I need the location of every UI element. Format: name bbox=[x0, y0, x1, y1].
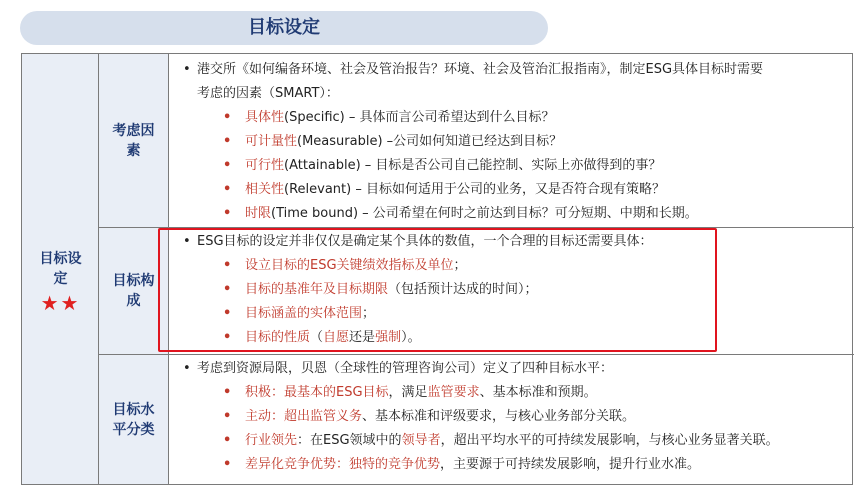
list-item: • 设立目标的ESG关键绩效指标及单位； bbox=[183, 254, 846, 278]
row-content bbox=[169, 228, 854, 354]
page-title: 目标设定 bbox=[20, 11, 548, 45]
list-item: • 目标的性质（自愿还是强制）。 bbox=[183, 326, 846, 350]
list-item: • 港交所《如何编备环境、社会及管治报告？环境、社会及管治汇报指南》，制定ESG具体目标时需要 考虑的因素（SMART）： bbox=[183, 58, 846, 106]
bullet-icon: • bbox=[223, 258, 232, 273]
list-item: • 可行性(Attainable) – 目标是否公司自己能控制、实际上亦做得到的事？ bbox=[183, 154, 846, 178]
row-label: 目标构 成 bbox=[112, 273, 155, 309]
list-item: • 主动：超出监管义务、基本标准和评级要求，与核心业务部分关联。 bbox=[183, 405, 846, 429]
bullet-icon: • bbox=[223, 385, 232, 400]
bullet-icon: • bbox=[223, 457, 232, 472]
bullet-icon: • bbox=[223, 306, 232, 321]
row-label: 考虑因 素 bbox=[112, 122, 155, 159]
list-item: • 差异化竞争优势：独特的竞争优势，主要源于可持续发展影响，提升行业水准。 bbox=[183, 453, 846, 477]
list-item: • 相关性(Relevant) – 目标如何适用于公司的业务，又是否符合现有策略？ bbox=[183, 178, 846, 202]
bullet-icon: • bbox=[223, 330, 232, 345]
list-item: • 积极：最基本的ESG目标，满足监管要求、基本标准和预期。 bbox=[183, 381, 846, 405]
category-column bbox=[22, 54, 99, 484]
row-level-classification bbox=[99, 355, 854, 484]
row-content bbox=[169, 54, 854, 227]
bullet-icon: • bbox=[223, 182, 232, 197]
bullet-icon: • bbox=[223, 110, 232, 125]
bullet-icon: • bbox=[223, 433, 232, 448]
row-label-cell bbox=[99, 228, 169, 354]
row-considerations bbox=[99, 54, 854, 228]
bullet-icon: • bbox=[223, 158, 232, 173]
list-item: • 时限(Time bound) – 公司希望在何时之前达到目标？可分短期、中期和长期。 bbox=[183, 202, 846, 226]
row-label-cell bbox=[99, 54, 169, 227]
list-item: • 考虑到资源局限，贝恩（全球性的管理咨询公司）定义了四种目标水平： bbox=[183, 357, 846, 381]
list-item: • 目标涵盖的实体范围； bbox=[183, 302, 846, 326]
star-rating: ★★ bbox=[40, 291, 81, 315]
category-label-line2: 定 bbox=[53, 271, 68, 287]
list-item: • 行业领先：在ESG领域中的领导者，超出平均水平的可持续发展影响，与核心业务显著关联。 bbox=[183, 429, 846, 453]
list-item: • 具体性(Specific) – 具体而言公司希望达到什么目标？ bbox=[183, 106, 846, 130]
list-item: • 目标的基准年及目标期限（包括预计达成的时间）； bbox=[183, 278, 846, 302]
row-content bbox=[169, 355, 854, 484]
bullet-icon: • bbox=[223, 206, 232, 221]
category-label-line1: 目标设 bbox=[39, 251, 82, 267]
list-item: • ESG目标的设定并非仅仅是确定某个具体的数值，一个合理的目标还需要具体： bbox=[183, 230, 846, 254]
row-label: 目标水 平分类 bbox=[112, 401, 155, 438]
row-composition bbox=[99, 228, 854, 355]
list-item: • 可计量性(Measurable) –公司如何知道已经达到目标？ bbox=[183, 130, 846, 154]
category-label bbox=[22, 249, 99, 289]
bullet-icon: • bbox=[223, 282, 232, 297]
goal-setting-table bbox=[21, 53, 853, 485]
bullet-icon: • bbox=[223, 409, 232, 424]
row-label-cell bbox=[99, 355, 169, 484]
bullet-icon: • bbox=[223, 134, 232, 149]
